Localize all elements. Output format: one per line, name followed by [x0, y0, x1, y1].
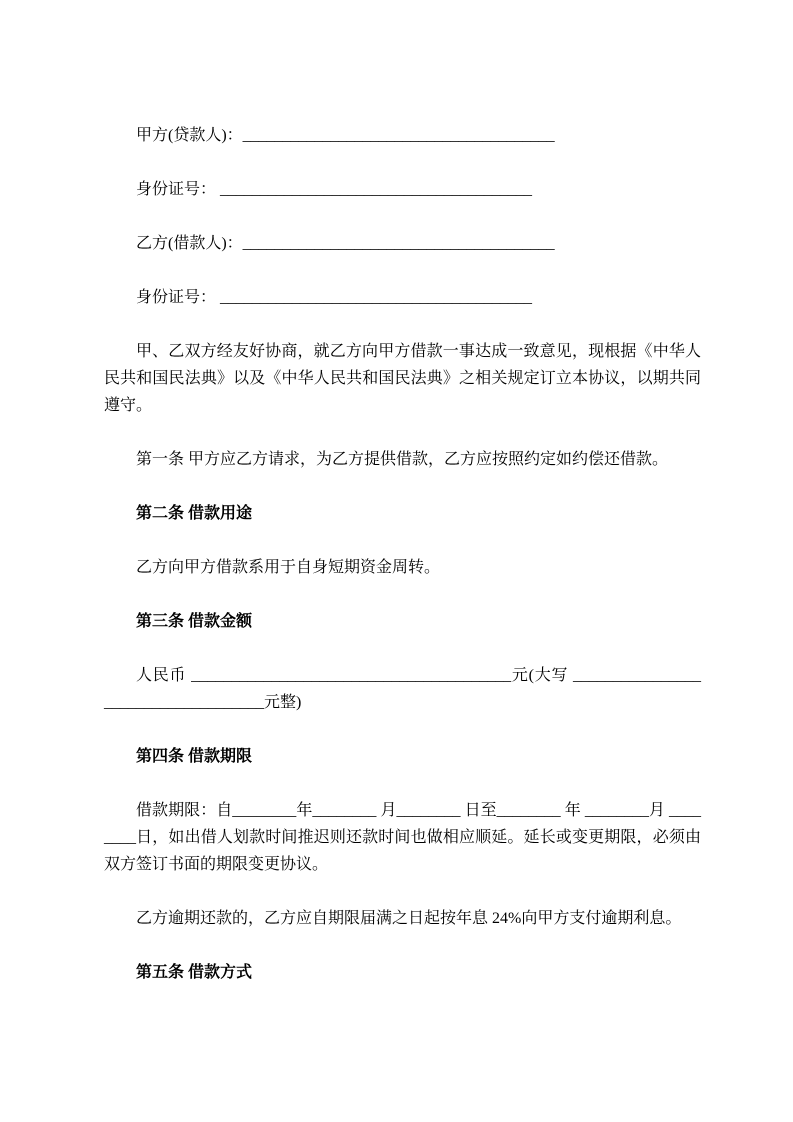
party-b-line — [104, 230, 701, 257]
id-number-a-line — [104, 176, 701, 203]
id-number-a-label: 身份证号： — [136, 181, 221, 198]
term-paragraph: 借款期限：自________年________ 月________ 日至________ 年 ________月 ________日，如出借人划款时间推迟则还款时间也做相应顺延。延长或变更期限，必须由双方签订书面的期限变更协议。 — [104, 802, 701, 873]
id-number-a-blank: _______________________________________ — [220, 181, 533, 198]
clause-5-heading: 第五条 借款方式 — [136, 964, 253, 981]
clause-1-paragraph: 第一条 甲方应乙方请求，为乙方提供借款，乙方应按照约定如约偿还借款。 — [136, 451, 669, 468]
id-number-b-blank: _______________________________________ — [220, 289, 533, 306]
clause-2-heading: 第二条 借款用途 — [136, 505, 253, 522]
intro-paragraph: 甲、乙双方经友好协商，就乙方向甲方借款一事达成一致意见，现根据《中华人民共和国民法典》以及《中华人民共和国民法典》之相关规定订立本协议，以期共同遵守。 — [104, 343, 701, 414]
amount-line: 人民币 ________________________________________元(大写 ____________________________________元整) — [104, 667, 701, 711]
clause-4-heading: 第四条 借款期限 — [136, 748, 253, 765]
overdue-paragraph: 乙方逾期还款的，乙方应自期限届满之日起按年息 24%向甲方支付逾期利息。 — [136, 910, 682, 927]
party-b-label: 乙方(借款人)： — [136, 235, 243, 252]
id-number-b-line — [104, 284, 701, 311]
party-a-label: 甲方(贷款人)： — [136, 127, 243, 144]
party-a-line — [104, 122, 701, 149]
party-a-blank: _______________________________________ — [242, 127, 555, 144]
clause-3-heading: 第三条 借款金额 — [136, 613, 253, 630]
id-number-b-label: 身份证号： — [136, 289, 221, 306]
party-b-blank: _______________________________________ — [242, 235, 555, 252]
clause-2-body: 乙方向甲方借款系用于自身短期资金周转。 — [136, 559, 441, 576]
